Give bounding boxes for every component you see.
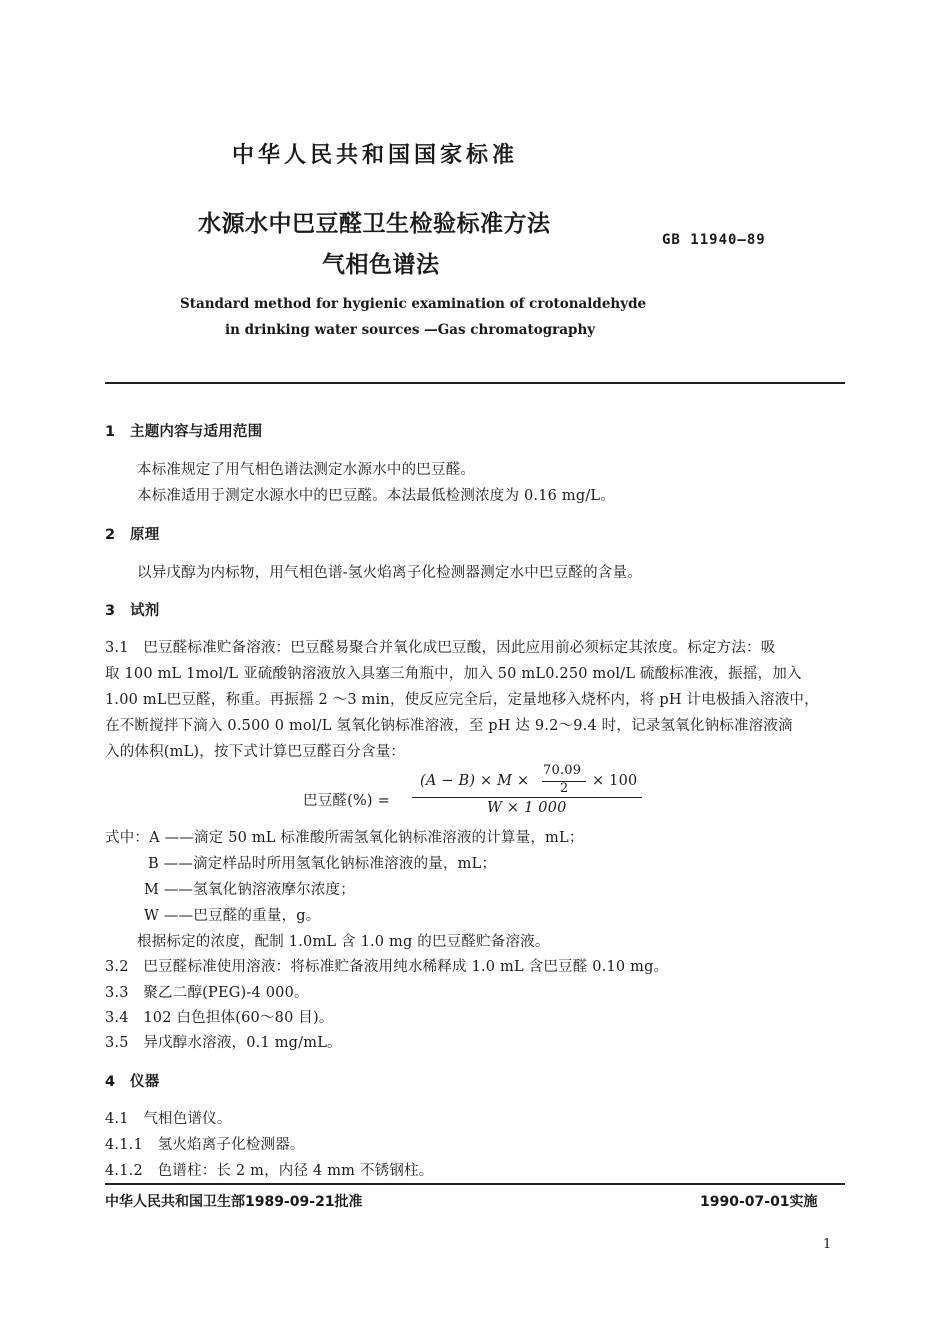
formula-denominator: W × 1 000 [487, 800, 567, 816]
section-3-item: 3.4 102 白色担体(60～80 目)。 [105, 1010, 334, 1026]
title-en-line-2: in drinking water sources —Gas chromatography [225, 322, 596, 338]
section-4-item: 4.1 气相色谱仪。 [105, 1111, 232, 1127]
section-3-1-line: 入的体积(mL)，按下式计算巴豆醛百分含量： [105, 744, 406, 760]
section-4-item: 4.1.1 氢火焰离子化检测器。 [105, 1137, 305, 1153]
section-3-1-line: 3.1 巴豆醛标准贮备溶液：巴豆醛易聚合并氧化成巴豆酸，因此应用前必须标定其浓度。标定方法：吸 [105, 640, 776, 656]
header-divider [105, 382, 845, 384]
section-3-1-line: 1.00 mL巴豆醛，称重。再振摇 2 ～3 min，使反应完全后，定量地移入烧杯内，将 pH 计电极插入溶液中， [105, 692, 819, 708]
formula-numerator-part-b: × 100 [592, 773, 638, 789]
page-number: 1 [823, 1237, 832, 1252]
formula-where-line: W ——巴豆醛的重量，g。 [144, 908, 321, 924]
section-2-paragraph: 以异戊醇为内标物，用气相色谱-氢火焰离子化检测器测定水中巴豆醛的含量。 [137, 565, 642, 581]
title-cn-line-2: 气相色谱法 [322, 252, 440, 278]
section-1-paragraph-1: 本标准规定了用气相色谱法测定水源水中的巴豆醛。 [137, 462, 476, 478]
section-3-item: 3.5 异戊醇水溶液，0.1 mg/mL。 [105, 1035, 342, 1051]
section-3-heading: 3 试剂 [105, 603, 160, 619]
section-3-1-line: 取 100 mL 1mol/L 亚硫酸钠溶液放入具塞三角瓶中，加入 50 mL0.250 mol/L 硫酸标准液，振摇，加入 [105, 666, 802, 682]
section-4-item: 4.1.2 色谱柱：长 2 m，内径 4 mm 不锈钢柱。 [105, 1163, 434, 1179]
section-3-1-line: 在不断搅拌下滴入 0.500 0 mol/L 氢氧化钠标准溶液，至 pH 达 9.2～9.4 时，记录氢氧化钠标准溶液滴 [105, 718, 793, 734]
section-1-heading: 1 主题内容与适用范围 [105, 424, 263, 440]
national-standard-heading: 中华人民共和国国家标准 [232, 143, 519, 168]
section-1-paragraph-2: 本标准适用于测定水源水中的巴豆醛。本法最低检测浓度为 0.16 mg/L。 [137, 488, 615, 504]
section-3-1-preparation: 根据标定的浓度，配制 1.0mL 含 1.0 mg 的巴豆醛贮备溶液。 [137, 934, 550, 950]
footer-divider [105, 1183, 845, 1185]
section-3-item: 3.3 聚乙二醇(PEG)-4 000。 [105, 985, 309, 1001]
formula-numerator-part-a: (A − B) × M × [420, 773, 530, 789]
formula-main-fraction-bar [412, 797, 642, 798]
gb-number: GB 11940—89 [662, 232, 766, 248]
section-4-heading: 4 仪器 [105, 1074, 160, 1090]
section-3-item: 3.2 巴豆醛标准使用溶液：将标准贮备液用纯水稀释成 1.0 mL 含巴豆醛 0.10 mg。 [105, 959, 669, 975]
formula-where-line: M ——氢氧化钠溶液摩尔浓度； [144, 882, 355, 898]
formula-where-line: B ——滴定样品时所用氢氧化钠标准溶液的量，mL； [148, 856, 497, 872]
effective-date: 1990-07-01实施 [700, 1194, 818, 1210]
formula-fraction-numerator: 70.09 [543, 763, 582, 778]
formula-lhs: 巴豆醛(%) = [303, 793, 390, 809]
formula-where-line: 式中：A ——滴定 50 mL 标准酸所需氢氧化钠标准溶液的计算量，mL； [105, 830, 584, 846]
title-cn-line-1: 水源水中巴豆醛卫生检验标准方法 [198, 211, 551, 237]
section-2-heading: 2 原理 [105, 527, 160, 543]
title-en-line-1: Standard method for hygienic examination of crotonaldehyde [180, 296, 647, 312]
approval-date: 中华人民共和国卫生部1989-09-21批准 [105, 1194, 363, 1210]
formula-fraction-denominator: 2 [560, 781, 569, 796]
